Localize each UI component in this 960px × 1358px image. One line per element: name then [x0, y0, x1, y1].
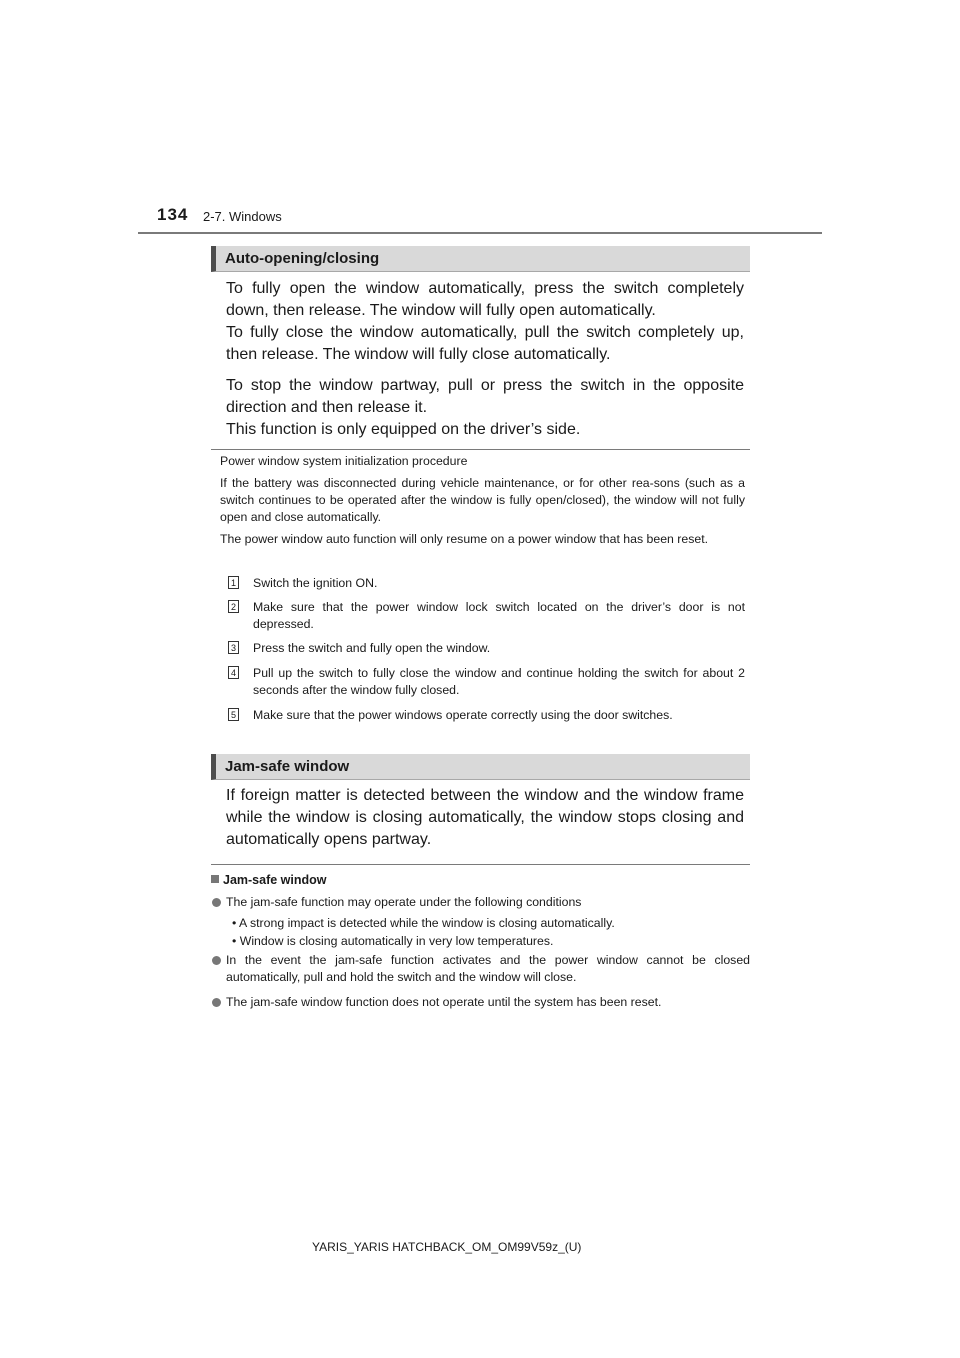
header-rule — [138, 232, 822, 234]
step-number-4: 4 — [228, 666, 239, 679]
init-paragraph-1: If the battery was disconnected during vehicle maintenance, or for other rea-sons (such as a switch continues to be operated after the window is fully open/closed), the window will not fully open and close automatically. — [220, 476, 745, 524]
step-number-5: 5 — [228, 708, 239, 721]
step-text-2: Make sure that the power window lock switch located on the driver’s door is not depressed. — [253, 600, 745, 631]
step-text-1: Switch the ignition ON. — [253, 576, 378, 590]
auto-paragraph-3: To stop the window partway, pull or press the switch in the opposite direction and then release it. — [226, 377, 744, 416]
init-title: Power window system initialization procedure — [220, 454, 468, 468]
notes-subheading-text: Jam-safe window — [223, 873, 327, 887]
jam-heading: Jam-safe window — [211, 754, 750, 780]
jam-body — [226, 785, 744, 851]
step-text-4: Pull up the switch to fully close the window and continue holding the switch for about 2 seconds after the window fully closed. — [253, 666, 745, 697]
step-text-5: Make sure that the power windows operate correctly using the door switches. — [253, 708, 673, 722]
auto-body — [226, 278, 744, 441]
auto-paragraph-4: This function is only equipped on the driver’s side. — [226, 421, 581, 438]
circle-bullet-icon — [212, 956, 221, 965]
step-1 — [228, 575, 745, 592]
jam-paragraph: If foreign matter is detected between the window and the window frame while the window is closing automatically, the window stops closing and automatically opens partway. — [226, 787, 744, 848]
step-2 — [228, 599, 745, 633]
footer-code: YARIS_YARIS HATCHBACK_OM_OM99V59z_(U) — [312, 1240, 582, 1254]
note-bullet-3 — [211, 994, 750, 1011]
auto-paragraph-2: To fully close the window automatically, pull the switch completely up, then release. The window will fully close automatically. — [226, 324, 744, 363]
step-number-1: 1 — [228, 576, 239, 589]
init-paragraph-2: The power window auto function will only resume on a power window that has been reset. — [220, 532, 709, 546]
notes-subheading — [211, 873, 327, 887]
divider-auto — [211, 449, 750, 450]
step-text-3: Press the switch and fully open the window. — [253, 641, 491, 655]
note-bullet-1-text: The jam-safe function may operate under the following conditions — [226, 895, 582, 909]
circle-bullet-icon — [212, 998, 221, 1007]
circle-bullet-icon — [212, 898, 221, 907]
divider-jam — [211, 864, 750, 865]
section-label: 2-7. Windows — [203, 209, 282, 224]
note-bullet-1 — [211, 894, 750, 911]
note-subbullet-1: • A strong impact is detected while the window is closing automatically. — [232, 916, 615, 930]
square-bullet-icon — [211, 875, 219, 883]
step-3 — [228, 640, 745, 657]
init-note — [220, 453, 745, 548]
note-bullet-2 — [211, 952, 750, 986]
auto-paragraph-1: To fully open the window automatically, press the switch completely down, then release. The window will fully open automatically. — [226, 280, 744, 319]
page-number: 134 — [157, 205, 189, 224]
note-bullet-2-text: In the event the jam-safe function activates and the power window cannot be closed automatically, pull and hold the switch and the window will close. — [226, 953, 750, 984]
step-number-3: 3 — [228, 641, 239, 654]
note-subbullet-2: • Window is closing automatically in very low temperatures. — [232, 934, 554, 948]
note-bullet-3-text: The jam-safe window function does not operate until the system has been reset. — [226, 995, 662, 1009]
auto-heading: Auto-opening/closing — [211, 246, 750, 272]
step-5 — [228, 707, 745, 724]
step-number-2: 2 — [228, 600, 239, 613]
step-4 — [228, 665, 745, 699]
